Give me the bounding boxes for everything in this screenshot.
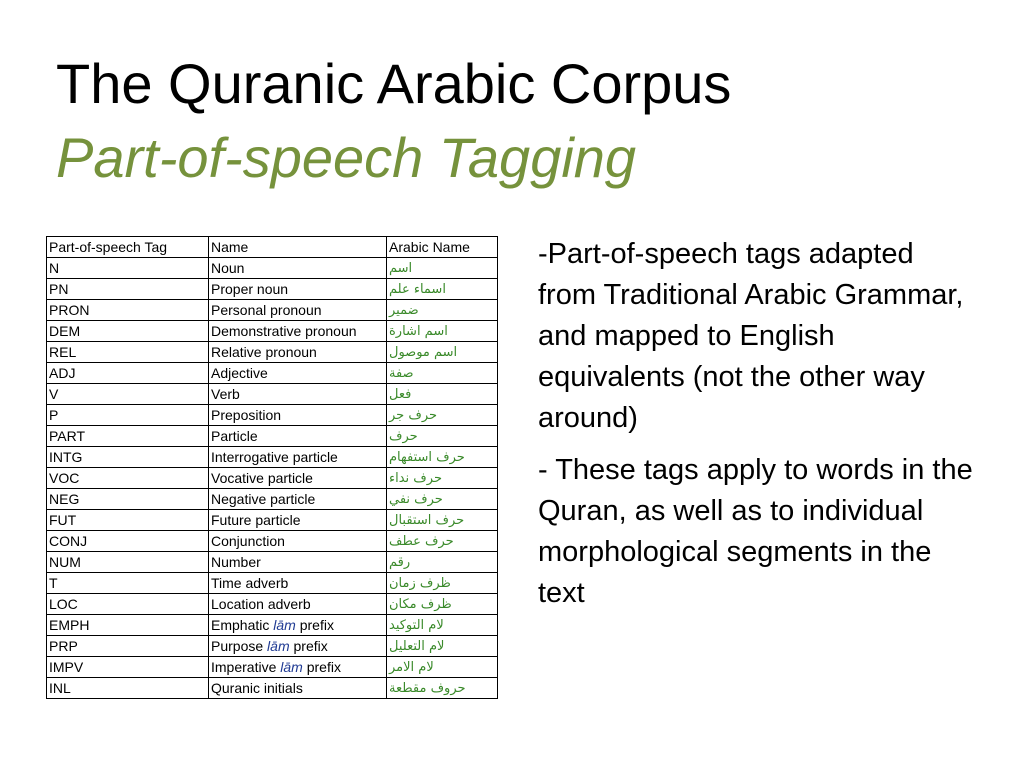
table-row	[47, 573, 498, 594]
arabic-name-cell: ظرف زمان	[387, 573, 498, 594]
arabic-name-cell: اسماء علم	[387, 279, 498, 300]
table-row	[47, 405, 498, 426]
tag-cell: REL	[47, 342, 209, 363]
name-prefix: Emphatic	[211, 616, 270, 633]
tag-cell: PRP	[47, 636, 209, 657]
name-cell: Negative particle	[209, 489, 387, 510]
tag-cell: IMPV	[47, 657, 209, 678]
name-cell: Adjective	[209, 363, 387, 384]
name-suffix: prefix	[299, 616, 334, 633]
table-row	[47, 657, 498, 678]
name-prefix: Imperative	[211, 658, 277, 675]
arabic-name-cell: اسم	[387, 258, 498, 279]
tag-cell: NEG	[47, 489, 209, 510]
tag-cell: NUM	[47, 552, 209, 573]
tag-cell: INL	[47, 678, 209, 699]
tag-cell: T	[47, 573, 209, 594]
table-row	[47, 426, 498, 447]
name-cell: Time adverb	[209, 573, 387, 594]
name-cell: Noun	[209, 258, 387, 279]
tag-cell: PRON	[47, 300, 209, 321]
tag-cell: FUT	[47, 510, 209, 531]
tag-cell: LOC	[47, 594, 209, 615]
table-row	[47, 279, 498, 300]
slide-title: The Quranic Arabic Corpus	[56, 52, 732, 115]
name-cell: Quranic initials	[209, 678, 387, 699]
name-cell: Conjunction	[209, 531, 387, 552]
name-cell: Particle	[209, 426, 387, 447]
slide-subtitle: Part-of-speech Tagging	[56, 126, 637, 189]
table-row	[47, 447, 498, 468]
tag-cell: N	[47, 258, 209, 279]
tag-cell: V	[47, 384, 209, 405]
tag-cell: PN	[47, 279, 209, 300]
arabic-name-cell: لام التوكيد	[387, 615, 498, 636]
table-row	[47, 552, 498, 573]
pos-tag-table	[46, 236, 498, 699]
table-row	[47, 321, 498, 342]
arabic-name-cell: حرف عطف	[387, 531, 498, 552]
name-cell	[209, 657, 387, 678]
tag-cell: INTG	[47, 447, 209, 468]
table-row	[47, 510, 498, 531]
tag-cell: PART	[47, 426, 209, 447]
name-cell: Verb	[209, 384, 387, 405]
name-suffix: prefix	[293, 637, 328, 654]
name-cell: Demonstrative pronoun	[209, 321, 387, 342]
table-row	[47, 468, 498, 489]
bullet-text-block	[538, 234, 978, 625]
arabic-name-cell: حروف مقطعة	[387, 678, 498, 699]
name-cell: Personal pronoun	[209, 300, 387, 321]
lam-term: lām	[267, 637, 290, 654]
arabic-name-cell: ظرف مكان	[387, 594, 498, 615]
name-cell: Future particle	[209, 510, 387, 531]
bullet-point: -Part-of-speech tags adapted from Traditional Arabic Grammar, and mapped to English equivalents (not the other way around)	[538, 238, 964, 434]
table-header-row	[47, 237, 498, 258]
arabic-name-cell: رقم	[387, 552, 498, 573]
tag-cell: CONJ	[47, 531, 209, 552]
header-name: Name	[209, 237, 387, 258]
header-tag: Part-of-speech Tag	[47, 237, 209, 258]
name-cell: Proper noun	[209, 279, 387, 300]
table-row	[47, 636, 498, 657]
arabic-name-cell: لام الامر	[387, 657, 498, 678]
name-prefix: Purpose	[211, 637, 264, 654]
arabic-name-cell: ضمير	[387, 300, 498, 321]
bullet-point: - These tags apply to words in the Quran, as well as to individual morphological segments in the text	[538, 454, 973, 609]
arabic-name-cell: حرف استفهام	[387, 447, 498, 468]
arabic-name-cell: اسم موصول	[387, 342, 498, 363]
tag-cell: ADJ	[47, 363, 209, 384]
tag-cell: EMPH	[47, 615, 209, 636]
name-cell	[209, 615, 387, 636]
table-row	[47, 594, 498, 615]
table-row	[47, 531, 498, 552]
arabic-name-cell: حرف استقبال	[387, 510, 498, 531]
arabic-name-cell: اسم اشارة	[387, 321, 498, 342]
table-row	[47, 342, 498, 363]
lam-term: lām	[273, 616, 296, 633]
table-row	[47, 678, 498, 699]
lam-term: lām	[280, 658, 303, 675]
name-cell: Interrogative particle	[209, 447, 387, 468]
name-cell: Relative pronoun	[209, 342, 387, 363]
table-row	[47, 615, 498, 636]
table-row	[47, 489, 498, 510]
table-row	[47, 363, 498, 384]
table-row	[47, 384, 498, 405]
arabic-name-cell: حرف نفي	[387, 489, 498, 510]
tag-cell: P	[47, 405, 209, 426]
arabic-name-cell: حرف جر	[387, 405, 498, 426]
name-cell: Location adverb	[209, 594, 387, 615]
tag-cell: VOC	[47, 468, 209, 489]
name-cell: Number	[209, 552, 387, 573]
name-suffix: prefix	[306, 658, 341, 675]
name-cell: Vocative particle	[209, 468, 387, 489]
header-arabic-name: Arabic Name	[387, 237, 498, 258]
name-cell: Preposition	[209, 405, 387, 426]
name-cell	[209, 636, 387, 657]
arabic-name-cell: صفة	[387, 363, 498, 384]
arabic-name-cell: فعل	[387, 384, 498, 405]
arabic-name-cell: لام التعليل	[387, 636, 498, 657]
arabic-name-cell: حرف	[387, 426, 498, 447]
table-row	[47, 258, 498, 279]
arabic-name-cell: حرف نداء	[387, 468, 498, 489]
tag-cell: DEM	[47, 321, 209, 342]
table-row	[47, 300, 498, 321]
